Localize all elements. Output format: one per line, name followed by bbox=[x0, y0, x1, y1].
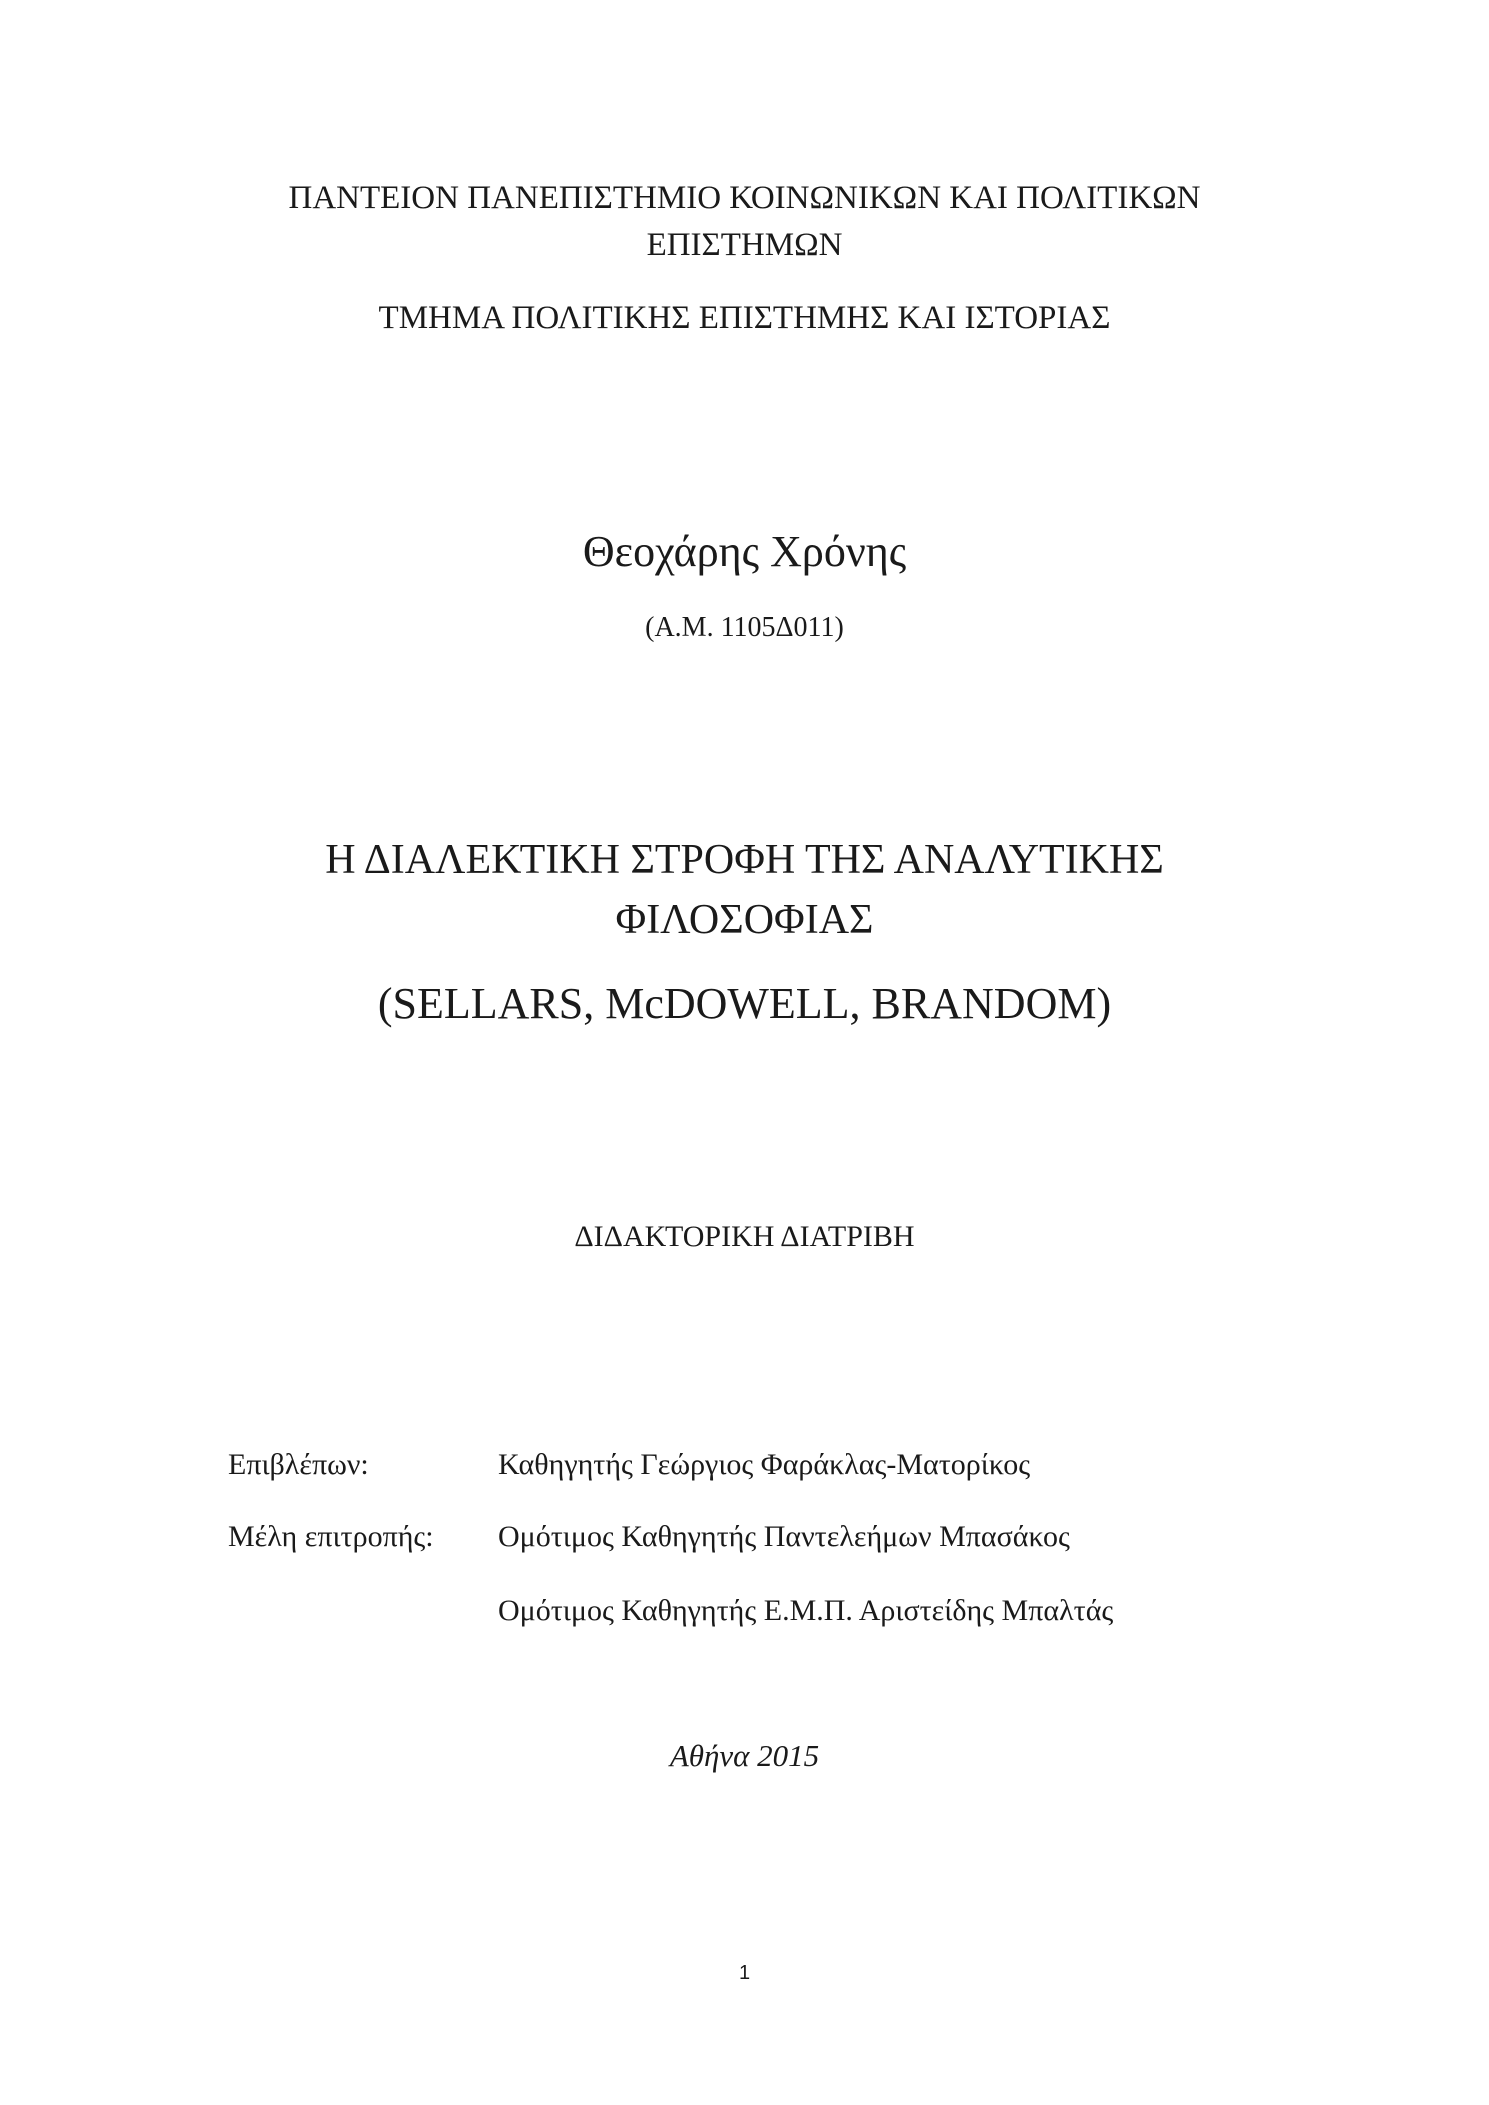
supervisor-name: Καθηγητής Γεώργιος Φαράκλας-Ματορίκος bbox=[498, 1448, 1031, 1481]
committee-members-label: Μέλη επιτροπής: bbox=[228, 1520, 434, 1553]
author-name: Θεοχάρης Χρόνης bbox=[582, 527, 907, 576]
thesis-subtitle: (SELLARS, McDOWELL, BRANDOM) bbox=[377, 979, 1112, 1028]
supervisor-label: Επιβλέπων: bbox=[228, 1448, 369, 1481]
university-name-line1: ΠΑΝΤΕΙΟΝ ΠΑΝΕΠΙΣΤΗΜΙΟ ΚΟΙΝΩΝΙΚΩΝ ΚΑΙ ΠΟΛΙΤΙΚΩΝ bbox=[288, 180, 1201, 216]
department-name: ΤΜΗΜΑ ΠΟΛΙΤΙΚΗΣ ΕΠΙΣΤΗΜΗΣ ΚΑΙ ΙΣΤΟΡΙΑΣ bbox=[378, 300, 1111, 336]
thesis-title-line2: ΦΙΛΟΣΟΦΙΑΣ bbox=[615, 897, 874, 943]
committee-member-2: Ομότιμος Καθηγητής Ε.Μ.Π. Αριστείδης Μπαλτάς bbox=[498, 1594, 1114, 1627]
page-number: 1 bbox=[738, 1962, 751, 1984]
committee-member-1: Ομότιμος Καθηγητής Παντελεήμων Μπασάκος bbox=[498, 1520, 1070, 1553]
thesis-type: ΔΙΔΑΚΤΟΡΙΚΗ ΔΙΑΤΡΙΒΗ bbox=[574, 1220, 915, 1253]
place-and-date: Αθήνα 2015 bbox=[669, 1738, 820, 1773]
thesis-title-line1: Η ΔΙΑΛΕΚΤΙΚΗ ΣΤΡΟΦΗ ΤΗΣ ΑΝΑΛΥΤΙΚΗΣ bbox=[325, 837, 1164, 883]
university-name-line2: ΕΠΙΣΤΗΜΩΝ bbox=[646, 227, 843, 263]
author-registration-number: (Α.Μ. 1105Δ011) bbox=[645, 612, 844, 643]
